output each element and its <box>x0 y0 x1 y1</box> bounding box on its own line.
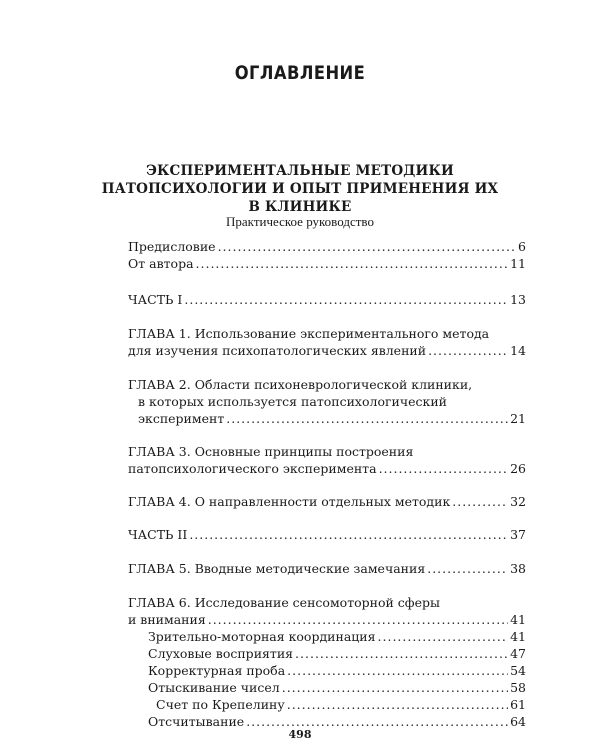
toc-entry-title: для изучения психопатологических явлений <box>128 343 427 358</box>
toc-entry-title: Счет по Крепелину <box>156 697 285 712</box>
book-subtitle: Практическое руководство <box>226 214 374 229</box>
toc-entry-auditory[interactable] <box>128 645 526 662</box>
toc-entry-title: Слуховые восприятия <box>148 646 294 661</box>
toc-entry-page: 21 <box>510 411 526 426</box>
toc-leader-dots <box>287 696 508 713</box>
page-number: 498 <box>288 728 312 741</box>
toc-entry-title-line: ГЛАВА 6. Исследование сенсомоторной сферы <box>128 595 440 610</box>
toc-entry-chapter-6[interactable] <box>128 594 526 628</box>
toc-entry-title: Зрительно-моторная координация <box>148 629 376 644</box>
toc-entry-chapter-3[interactable] <box>128 443 526 477</box>
toc-entry-visual-motor[interactable] <box>128 628 526 645</box>
toc-entry-title: Отыскивание чисел <box>148 680 280 695</box>
toc-entry-title: От автора <box>128 256 194 271</box>
toc-entry-title-line: ГЛАВА 2. Области психоневрологической клиники, <box>128 377 473 392</box>
toc-entry-preface[interactable] <box>128 238 526 255</box>
toc-entry-number-search[interactable] <box>128 679 526 696</box>
toc-entry-page: 32 <box>510 494 526 509</box>
toc-entry-title: ГЛАВА 5. Вводные методические замечания <box>128 561 426 576</box>
toc-entry-chapter-5[interactable] <box>128 560 526 577</box>
toc-leader-dots <box>196 255 509 272</box>
toc-entry-page: 13 <box>510 292 526 307</box>
toc-entry-chapter-1[interactable] <box>128 325 526 359</box>
book-title-line: ПАТОПСИХОЛОГИИ И ОПЫТ ПРИМЕНЕНИЯ ИХ <box>101 181 499 197</box>
toc-leader-dots <box>287 662 508 679</box>
toc-entry-title: ГЛАВА 4. О направленности отдельных методик <box>128 494 451 509</box>
toc-entry-page: 14 <box>510 343 526 358</box>
toc-leader-dots <box>428 342 508 359</box>
toc-entry-title: ЧАСТЬ II <box>128 527 188 542</box>
toc-leader-dots <box>295 645 508 662</box>
toc-entry-title: патопсихологического эксперимента <box>128 461 377 476</box>
toc-leader-dots <box>189 526 508 543</box>
toc-entry-page: 11 <box>510 256 526 271</box>
toc-entry-title: Корректурная проба <box>148 663 286 678</box>
toc-leader-dots <box>226 410 508 427</box>
toc-entry-page: 58 <box>510 680 526 695</box>
toc-entry-page: 54 <box>510 663 526 678</box>
toc-leader-dots <box>452 493 508 510</box>
toc-leader-dots <box>427 560 508 577</box>
toc-entry-chapter-4[interactable] <box>128 493 526 510</box>
toc-entry-title: Отсчитывание <box>148 714 245 729</box>
toc-entry-page: 47 <box>510 646 526 661</box>
toc-leader-dots <box>208 611 508 628</box>
toc-title: ОГЛАВЛЕНИЕ <box>234 62 366 84</box>
toc-entry-title-line: ГЛАВА 3. Основные принципы построения <box>128 444 414 459</box>
toc-entry-title: эксперимент <box>138 411 225 426</box>
toc-entry-page: 41 <box>510 612 526 627</box>
toc-leader-dots <box>378 628 509 645</box>
toc-leader-dots <box>218 238 516 255</box>
toc-entry-title: Предисловие <box>128 239 216 254</box>
toc-leader-dots <box>184 291 508 308</box>
toc-entry-page: 38 <box>510 561 526 576</box>
toc-entry-chapter-2[interactable] <box>128 376 526 427</box>
toc-entry-page: 26 <box>510 461 526 476</box>
toc-entry-kraepelin[interactable] <box>128 696 526 713</box>
toc-entry-page: 64 <box>510 714 526 729</box>
toc-entry-part-1[interactable] <box>128 291 526 308</box>
toc-entry-proofreading[interactable] <box>128 662 526 679</box>
toc-entry-title-line: ГЛАВА 1. Использование экспериментального метода <box>128 326 490 341</box>
toc-entry-title: ЧАСТЬ I <box>128 292 183 307</box>
toc-entry-from-author[interactable] <box>128 255 526 272</box>
toc-leader-dots <box>379 460 509 477</box>
toc-leader-dots <box>282 679 508 696</box>
toc-entry-title-line: в которых используется патопсихологический <box>138 394 447 409</box>
book-title <box>0 162 600 216</box>
toc-entry-part-2[interactable] <box>128 526 526 543</box>
toc-entry-page: 37 <box>510 527 526 542</box>
toc-entry-page: 6 <box>518 239 526 254</box>
toc-entry-page: 61 <box>510 697 526 712</box>
toc-entry-page: 41 <box>510 629 526 644</box>
toc-entry-title: и внимания <box>128 612 206 627</box>
book-title-line: ЭКСПЕРИМЕНТАЛЬНЫЕ МЕТОДИКИ <box>146 163 454 179</box>
book-title-line: В КЛИНИКЕ <box>248 199 352 215</box>
